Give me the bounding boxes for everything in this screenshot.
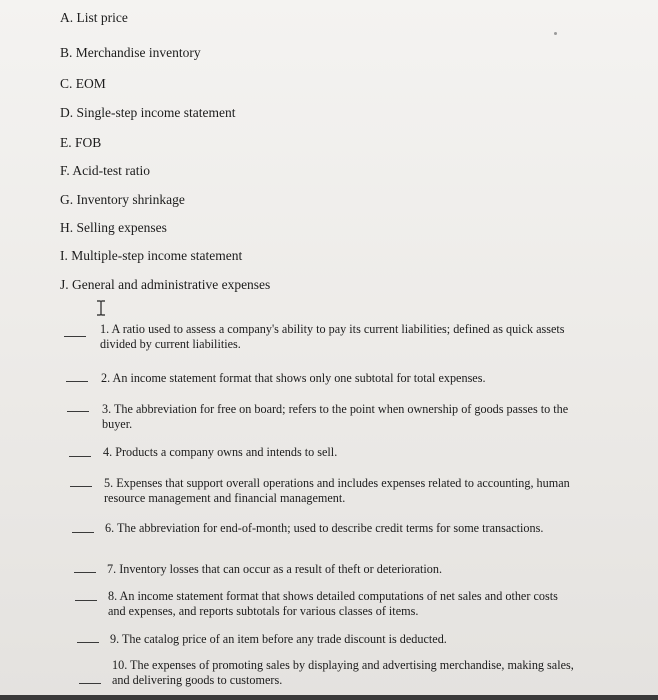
- term-c: C. EOM: [60, 76, 106, 91]
- definition-2-line-1: 2. An income statement format that shows only one subtotal for total expenses.: [101, 371, 486, 385]
- term-i: I. Multiple-step income statement: [60, 248, 243, 263]
- definition-10-line-2: and delivering goods to customers.: [112, 673, 283, 687]
- definition-6: [105, 521, 543, 536]
- definition-3-line-1: 3. The abbreviation for free on board; refers to the point when ownership of goods passes to the: [102, 402, 569, 416]
- definition-8-line-1: 8. An income statement format that shows detailed computations of net sales and other costs: [108, 589, 558, 603]
- term-b: B. Merchandise inventory: [60, 45, 201, 60]
- page-bottom-edge: [0, 695, 658, 700]
- term-e: E. FOB: [60, 135, 102, 150]
- definition-5-line-1: 5. Expenses that support overall operations and includes expenses related to accounting, human: [104, 476, 570, 490]
- definition-8-line-2: and expenses, and reports subtotals for various classes of items.: [108, 604, 419, 618]
- answer-blank-5[interactable]: [70, 486, 92, 487]
- definition-1: [100, 322, 565, 352]
- answer-blank-3[interactable]: [67, 411, 89, 412]
- definition-1-line-1: 1. A ratio used to assess a company's ability to pay its current liabilities; defined as quick assets: [100, 322, 565, 336]
- term-h: H. Selling expenses: [60, 220, 167, 235]
- definition-7: [107, 562, 442, 577]
- answer-blank-8[interactable]: [75, 600, 97, 601]
- definition-3: [102, 402, 568, 432]
- term-f: F. Acid-test ratio: [60, 163, 151, 178]
- definition-7-line-1: 7. Inventory losses that can occur as a result of theft or deterioration.: [107, 562, 443, 576]
- definition-4: [103, 445, 337, 460]
- definition-5-line-2: resource management and financial management.: [104, 491, 346, 505]
- term-a: A. List price: [60, 10, 128, 25]
- answer-blank-4[interactable]: [69, 456, 91, 457]
- text-cursor-icon: [96, 300, 106, 316]
- term-g: G. Inventory shrinkage: [60, 192, 185, 207]
- definition-4-line-1: 4. Products a company owns and intends to sell.: [103, 445, 338, 459]
- definition-10: [112, 658, 574, 688]
- definition-1-line-2: divided by current liabilities.: [100, 337, 241, 351]
- definition-8: [108, 589, 558, 619]
- definition-6-line-1: 6. The abbreviation for end-of-month; used to describe credit terms for some transactions.: [105, 521, 544, 535]
- term-d: D. Single-step income statement: [60, 105, 236, 120]
- definition-10-line-1: 10. The expenses of promoting sales by displaying and advertising merchandise, making sales,: [112, 658, 574, 672]
- definition-2: [101, 371, 486, 386]
- answer-blank-2[interactable]: [66, 381, 88, 382]
- answer-blank-1[interactable]: [64, 336, 86, 337]
- term-j: J. General and administrative expenses: [60, 277, 271, 292]
- answer-blank-10[interactable]: [79, 683, 101, 684]
- definition-9-line-1: 9. The catalog price of an item before any trade discount is deducted.: [110, 632, 447, 646]
- speck-mark: [554, 32, 557, 35]
- answer-blank-7[interactable]: [74, 572, 96, 573]
- answer-blank-9[interactable]: [77, 642, 99, 643]
- definition-5: [104, 476, 570, 506]
- definition-9: [110, 632, 447, 647]
- definition-3-line-2: buyer.: [102, 417, 133, 431]
- answer-blank-6[interactable]: [72, 532, 94, 533]
